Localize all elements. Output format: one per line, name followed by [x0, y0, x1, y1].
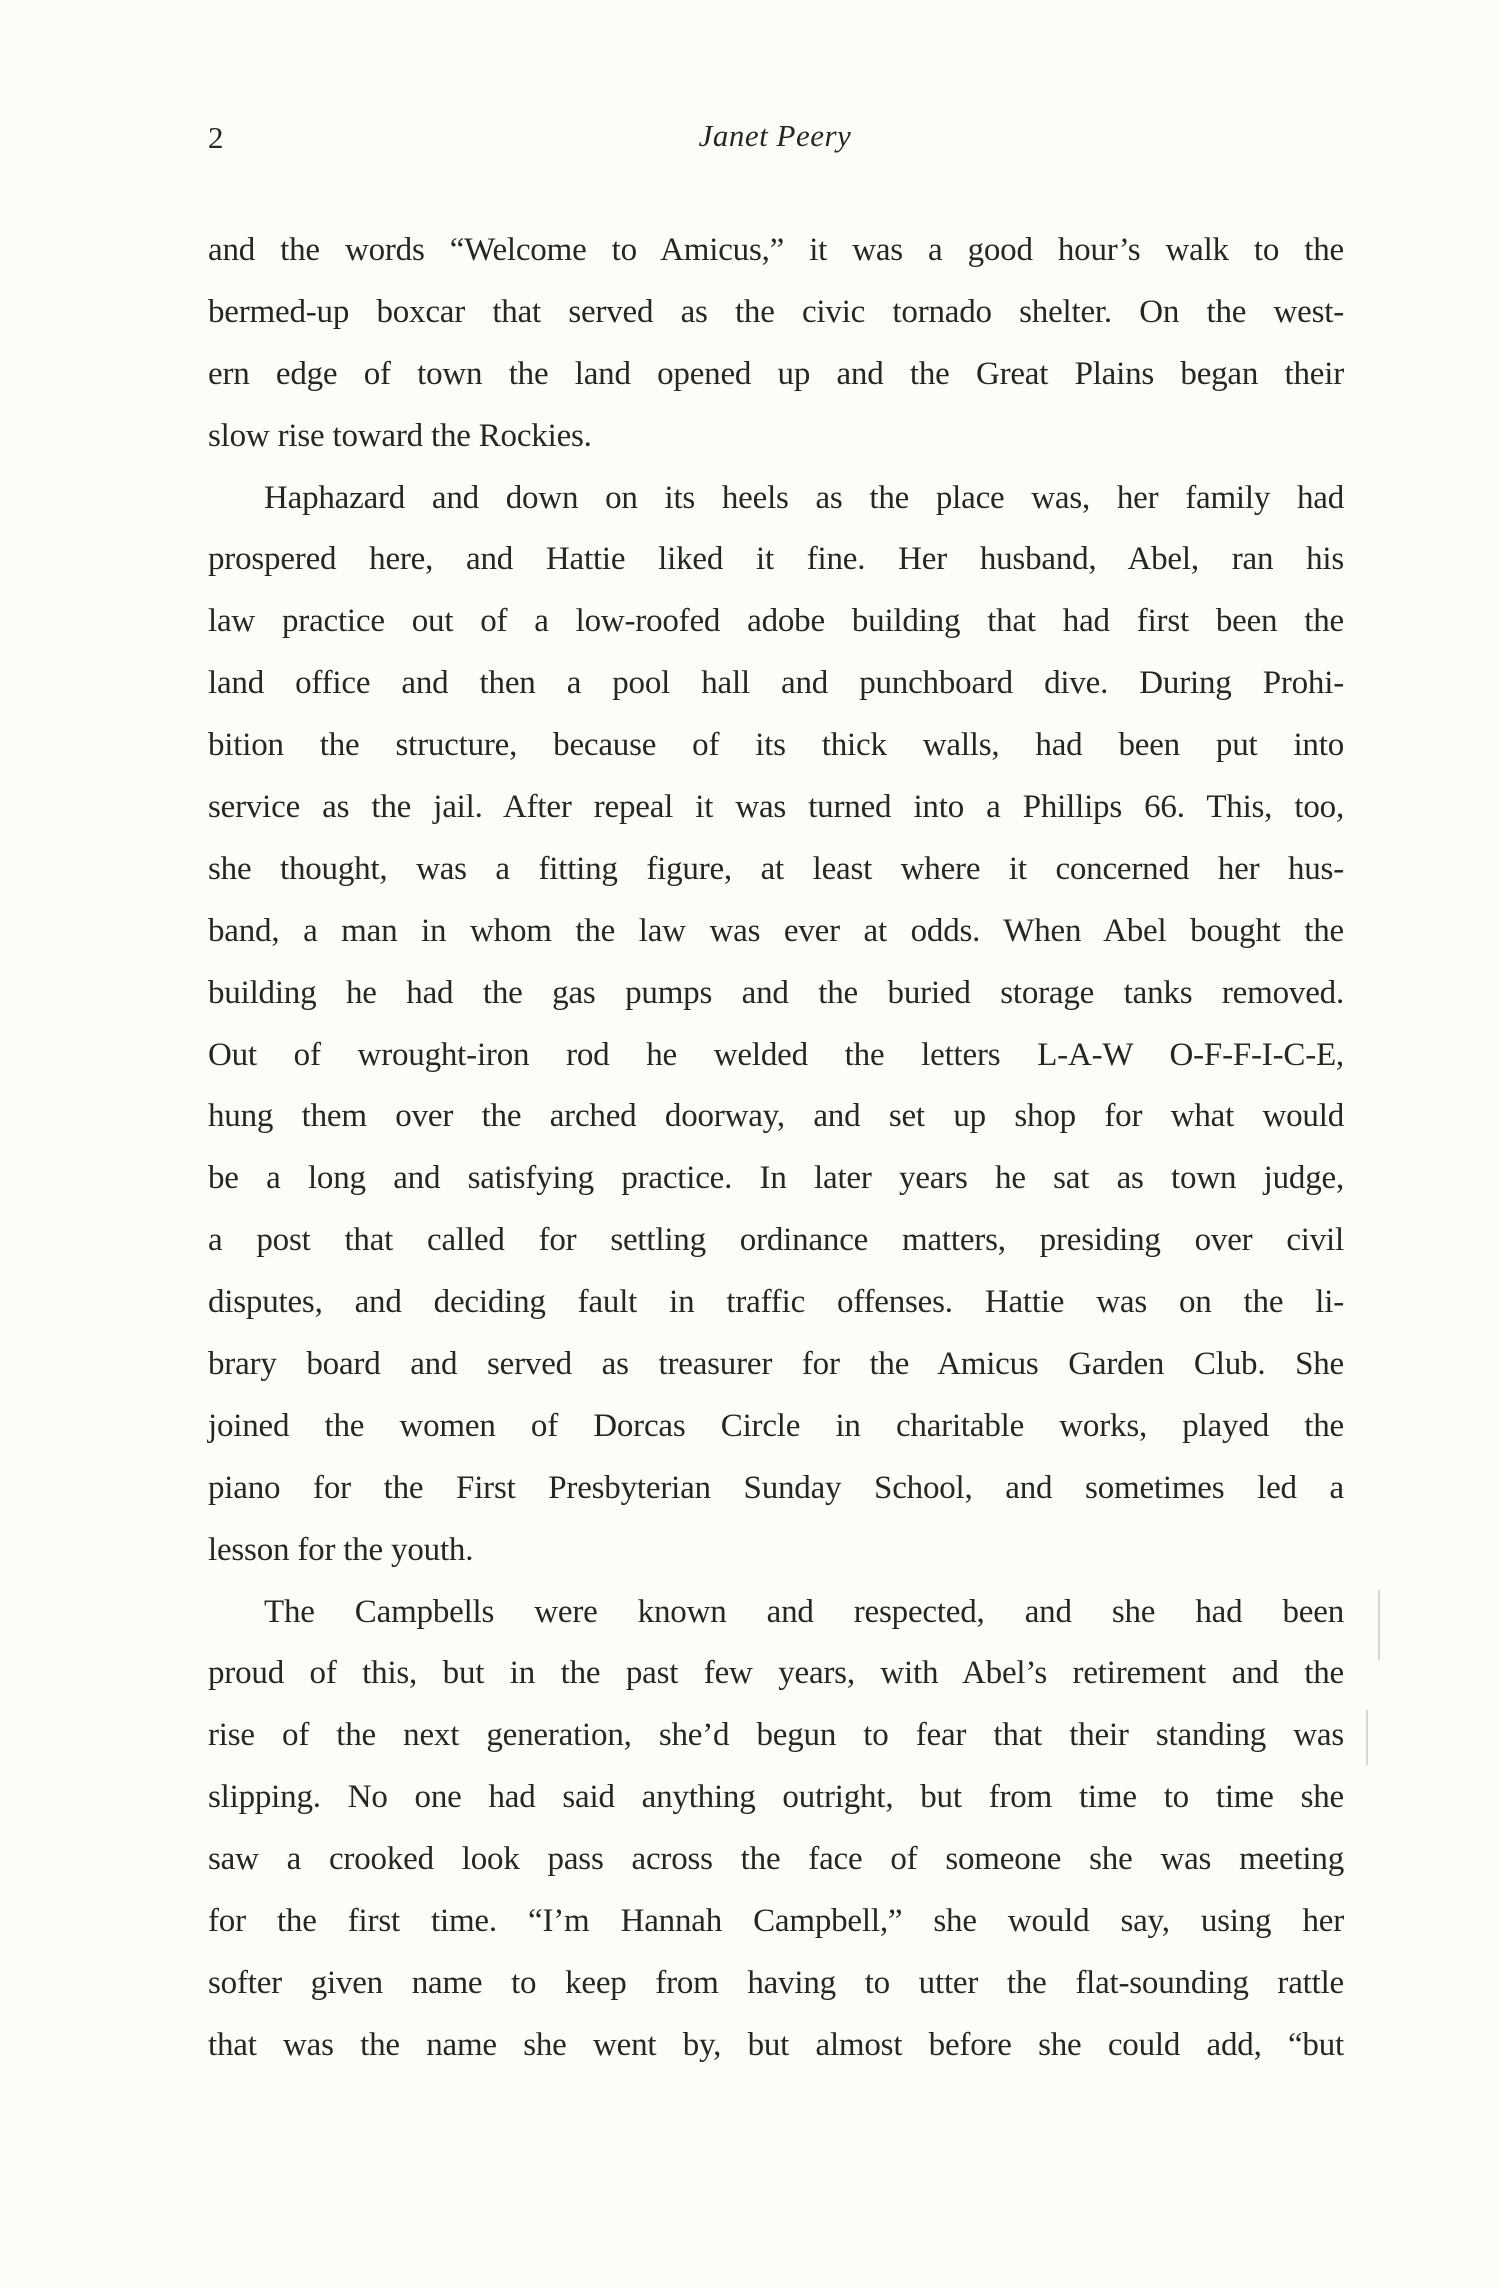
text-line: building he had the gas pumps and the buried storage tanks removed. — [208, 974, 1344, 1011]
text-line: she thought, was a fitting figure, at least where it concerned her hus- — [208, 850, 1344, 887]
text-line: that was the name she went by, but almost before she could add, “but — [208, 2026, 1344, 2063]
text-line: brary board and served as treasurer for the Amicus Garden Club. She — [208, 1346, 1344, 1383]
text-line: for the first time. “I’m Hannah Campbell,” she would say, using her — [208, 1903, 1344, 1940]
paragraph — [208, 468, 1344, 1582]
scan-mark — [1366, 1710, 1368, 1765]
text-line: hung them over the arched doorway, and set up shop for what would — [208, 1098, 1344, 1135]
body-text — [208, 220, 1344, 2077]
text-line: band, a man in whom the law was ever at odds. When Abel bought the — [208, 912, 1344, 949]
text-line: a post that called for settling ordinance matters, presiding over civil — [208, 1222, 1344, 1259]
text-line: and the words “Welcome to Amicus,” it was a good hour’s walk to the — [208, 232, 1344, 268]
text-line: ern edge of town the land opened up and the Great Plains began their — [208, 355, 1344, 392]
text-line: joined the women of Dorcas Circle in charitable works, played the — [208, 1407, 1344, 1444]
paragraph — [208, 220, 1344, 468]
text-line: saw a crooked look pass across the face of someone she was meeting — [208, 1841, 1344, 1878]
text-line: rise of the next generation, she’d begun to fear that their standing was — [208, 1717, 1344, 1754]
text-line: slipping. No one had said anything outright, but from time to time she — [208, 1779, 1344, 1816]
scan-mark — [1378, 1590, 1380, 1660]
text-line: service as the jail. After repeal it was turned into a Phillips 66. This, too, — [208, 789, 1344, 826]
text-line: slow rise toward the Rockies. — [208, 417, 592, 454]
text-line: bition the structure, because of its thick walls, had been put into — [208, 727, 1344, 764]
text-line: be a long and satisfying practice. In later years he sat as town judge, — [208, 1160, 1344, 1197]
text-line: lesson for the youth. — [208, 1531, 474, 1568]
page-number: 2 — [208, 120, 224, 155]
text-line: law practice out of a low-roofed adobe building that had first been the — [208, 603, 1344, 640]
text-line: The Campbells were known and respected, and she had been — [264, 1593, 1344, 1630]
text-line: land office and then a pool hall and punchboard dive. During Prohi- — [208, 665, 1344, 702]
text-line: Out of wrought-iron rod he welded the letters L-A-W O-F-F-I-C-E, — [208, 1036, 1344, 1073]
text-line: proud of this, but in the past few years, with Abel’s retirement and the — [208, 1655, 1344, 1692]
text-line: bermed-up boxcar that served as the civic tornado shelter. On the west- — [208, 293, 1344, 330]
text-line: piano for the First Presbyterian Sunday School, and sometimes led a — [208, 1469, 1344, 1506]
text-line: prospered here, and Hattie liked it fine. Her husband, Abel, ran his — [208, 541, 1344, 578]
text-line: disputes, and deciding fault in traffic offenses. Hattie was on the li- — [208, 1284, 1344, 1321]
running-head-author: Janet Peery — [698, 118, 852, 153]
text-line: softer given name to keep from having to utter the flat-sounding rattle — [208, 1964, 1344, 2001]
text-line: Haphazard and down on its heels as the place was, her family had — [264, 479, 1344, 516]
paragraph — [208, 1582, 1344, 2077]
